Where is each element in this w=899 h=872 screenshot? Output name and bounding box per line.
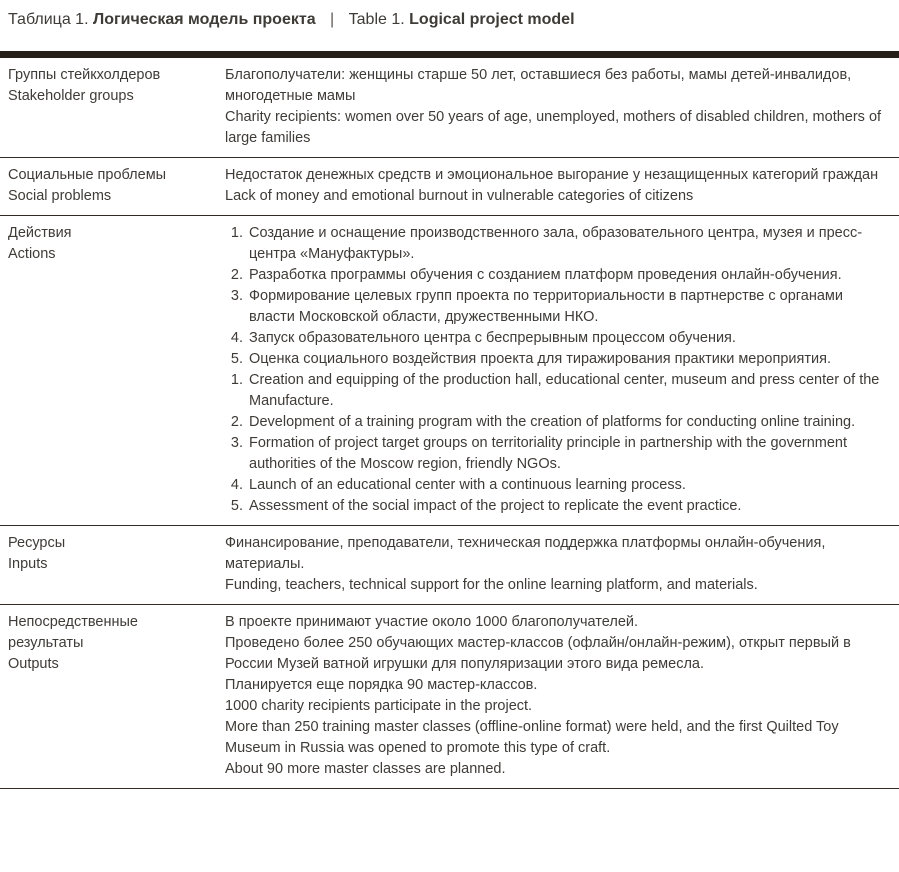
paragraph-en: Lack of money and emotional burnout in vulnerable categories of citizens	[225, 188, 694, 204]
list-item: 3. Формирование целевых групп проекта по территориальности в партнерстве с органами власти Московской области, дружественными НКО.	[247, 286, 889, 328]
row-label-en: Social problems	[8, 188, 112, 204]
paragraph-en: Charity recipients: women over 50 years of age, unemployed, mothers of disabled children, mothers of large families	[225, 109, 882, 146]
paragraph-en: More than 250 training master classes (offline-online format) were held, and the first Quilted Toy Museum in Russia was opened to promote this type of craft.	[225, 719, 839, 756]
caption-en-title: Logical project model	[409, 11, 575, 28]
row-label-en: Inputs	[8, 556, 48, 572]
caption-en-prefix: Table 1.	[348, 11, 405, 28]
row-content	[217, 165, 899, 207]
paragraph-en: Funding, teachers, technical support for the online learning platform, and materials.	[225, 577, 758, 593]
paragraph-ru: Финансирование, преподаватели, техническая поддержка платформы онлайн-обучения, материалы.	[225, 535, 826, 572]
row-content	[217, 223, 899, 517]
table-row-outputs	[0, 605, 899, 789]
caption-ru-title: Логическая модель проекта	[92, 11, 316, 28]
row-label-en: Actions	[8, 246, 56, 262]
actions-list-ru	[225, 223, 889, 370]
table-row-actions	[0, 216, 899, 526]
paragraph-ru: В проекте принимают участие около 1000 благополучателей.	[225, 614, 639, 630]
list-item: 1. Создание и оснащение производственного зала, образовательного центра, музея и пресс-центра «Мануфактуры».	[247, 223, 889, 265]
logical-project-model-table	[0, 58, 899, 789]
table-row-social-problems	[0, 158, 899, 216]
paragraph-ru: Проведено более 250 обучающих мастер-классов (офлайн/онлайн-режим), открыт первый в России Музей ватной игрушки для популяризации этого вида ремесла.	[225, 635, 851, 672]
table-row-inputs	[0, 526, 899, 605]
list-item: 4. Запуск образовательного центра с беспрерывным процессом обучения.	[247, 328, 889, 349]
list-item: 2. Development of a training program with the creation of platforms for conducting online training.	[247, 412, 889, 433]
row-label-en: Stakeholder groups	[8, 88, 134, 104]
paragraph-ru: Планируется еще порядка 90 мастер-классов.	[225, 677, 538, 693]
actions-list-en	[225, 370, 889, 517]
row-label-ru: Действия	[8, 225, 72, 241]
row-label-ru: Группы стейкхолдеров	[8, 67, 161, 83]
row-label	[0, 533, 217, 596]
row-label	[0, 65, 217, 149]
caption-separator: |	[330, 11, 335, 28]
list-item: 4. Launch of an educational center with a continuous learning process.	[247, 475, 889, 496]
row-label-ru: Ресурсы	[8, 535, 66, 551]
row-label	[0, 165, 217, 207]
list-item: 5. Оценка социального воздействия проекта для тиражирования практики мероприятия.	[247, 349, 889, 370]
row-content	[217, 65, 899, 149]
list-item: 3. Formation of project target groups on territoriality principle in partnership with the government authorities of the Moscow region, friendly NGOs.	[247, 433, 889, 475]
row-content	[217, 533, 899, 596]
table-caption	[0, 0, 899, 31]
row-label-en: Outputs	[8, 656, 59, 672]
table-top-border	[0, 51, 899, 58]
table-row-stakeholder-groups	[0, 58, 899, 158]
row-label	[0, 612, 217, 780]
paragraph-ru: Недостаток денежных средств и эмоциональное выгорание у незащищенных категорий граждан	[225, 167, 879, 183]
list-item: 2. Разработка программы обучения с созданием платформ проведения онлайн-обучения.	[247, 265, 889, 286]
paragraph-en: About 90 more master classes are planned.	[225, 761, 506, 777]
paragraph-en: 1000 charity recipients participate in the project.	[225, 698, 533, 714]
row-label-ru: Непосредственные результаты	[8, 614, 138, 651]
caption-ru-prefix: Таблица 1.	[8, 11, 89, 28]
row-label-ru: Социальные проблемы	[8, 167, 167, 183]
paragraph-ru: Благополучатели: женщины старше 50 лет, оставшиеся без работы, мамы детей-инвалидов, многодетные мамы	[225, 67, 852, 104]
row-content	[217, 612, 899, 780]
list-item: 1. Creation and equipping of the production hall, educational center, museum and press center of the Manufacture.	[247, 370, 889, 412]
list-item: 5. Assessment of the social impact of the project to replicate the event practice.	[247, 496, 889, 517]
row-label	[0, 223, 217, 517]
